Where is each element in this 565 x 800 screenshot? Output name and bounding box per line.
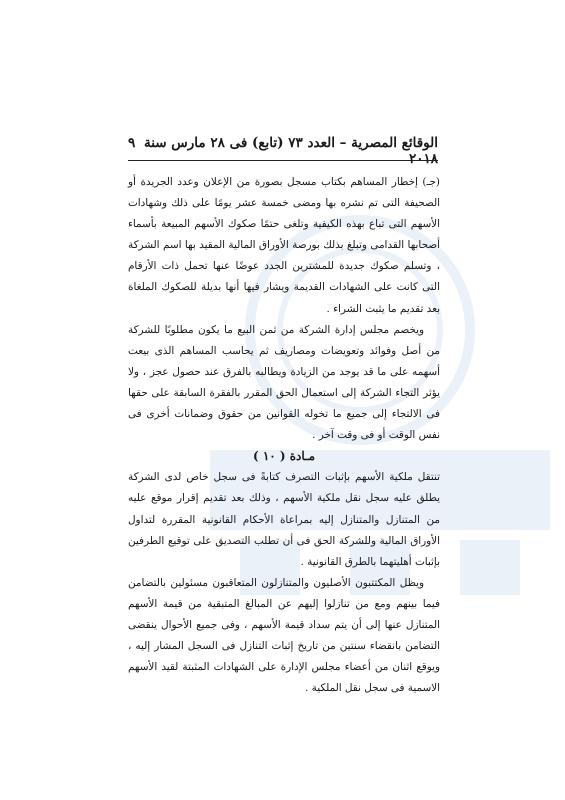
paragraph-notice: (جـ) إخطار المساهم بكتاب مسجل بصورة من الإعلان وعدد الجريدة أو الصحيفة التى تم نشره بها ومضى خمسة عشر يومًا على ذلك وشهادات الأسهم التى تباع بهذه الكيفية وتلغى حتمًا صكوك الأسهم المبيعة بأسماء أصحابها القدامى وتبلغ بذلك بورصة الأوراق المالية المقيد بها اسم الشركة ، وتسلم صكوك جديدة للمشترين الجدد عوضًا عنها تحمل ذات الأرقام التى كانت على الشهادات القديمة ويشار فيها أنها بديلة للصكوك الملغاة بعد تقديم ما يثبت الشراء . xyxy=(128,176,440,315)
header-title: الوقائع المصرية – العدد ٧٣ (تابع) فى ٢٨ مارس سنة ٢٠١٨ xyxy=(143,135,438,167)
paragraph-liability: ويظل المكتتبون الأصليون والمتنازلون المتعاقبون مسئولين بالتضامن فيما بينهم ومع من تنازلوا إليهم عن المبالغ المتبقية من قيمة الأسهم المتنازل عنها إلى أن يتم سداد قيمة الأسهم ، وفى جميع الأحوال ينقضى التضامن بانقضاء سنتين من تاريخ إثبات التنازل فى السجل المشار إليه ، ويوقع اثنان من أعضاء مجلس الإدارة على الشهادات المثبتة لقيد الأسهم الاسمية فى سجل نقل الملكية . xyxy=(128,576,440,695)
paragraph-deduction: ويخصم مجلس إدارة الشركة من ثمن البيع ما يكون مطلوبًا للشركة من أصل وفوائد وتعويضات ومصاريف ثم يحاسب المساهم الذى بيعت أسهمه على ما قد يوجد من الزيادة ويطالبه بالفرق عند حصول عجز ، ولا يؤثر التجاء الشركة إلى استعمال الحق المقرر بالفقرة السابقة على حقها فى الالتجاء إلى جميع ما تخوله القوانين من حقوق وضمانات أخرى فى نفس الوقت أو فى وقت آخر . xyxy=(128,323,440,442)
paragraph-transfer: تنتقل ملكية الأسهم بإثبات التصرف كتابةً فى سجل خاص لدى الشركة يطلق عليه سجل نقل ملكية الأسهم ، وذلك بعد تقديم إقرار موقع عليه من المتنازل والمتنازل إليه بمراعاة الأحكام القانونية المقررة لتداول الأوراق المالية وللشركة الحق فى أن تطلب التصديق على توقيع الطرفين بإثبات أهليتهما بالطرق القانونية . xyxy=(128,471,440,568)
page-header xyxy=(128,135,438,167)
page-body xyxy=(128,172,440,699)
page-number: ٩ xyxy=(128,135,136,151)
article-heading: مـادة ( ١٠ ) xyxy=(252,449,315,464)
header-divider xyxy=(128,160,438,161)
